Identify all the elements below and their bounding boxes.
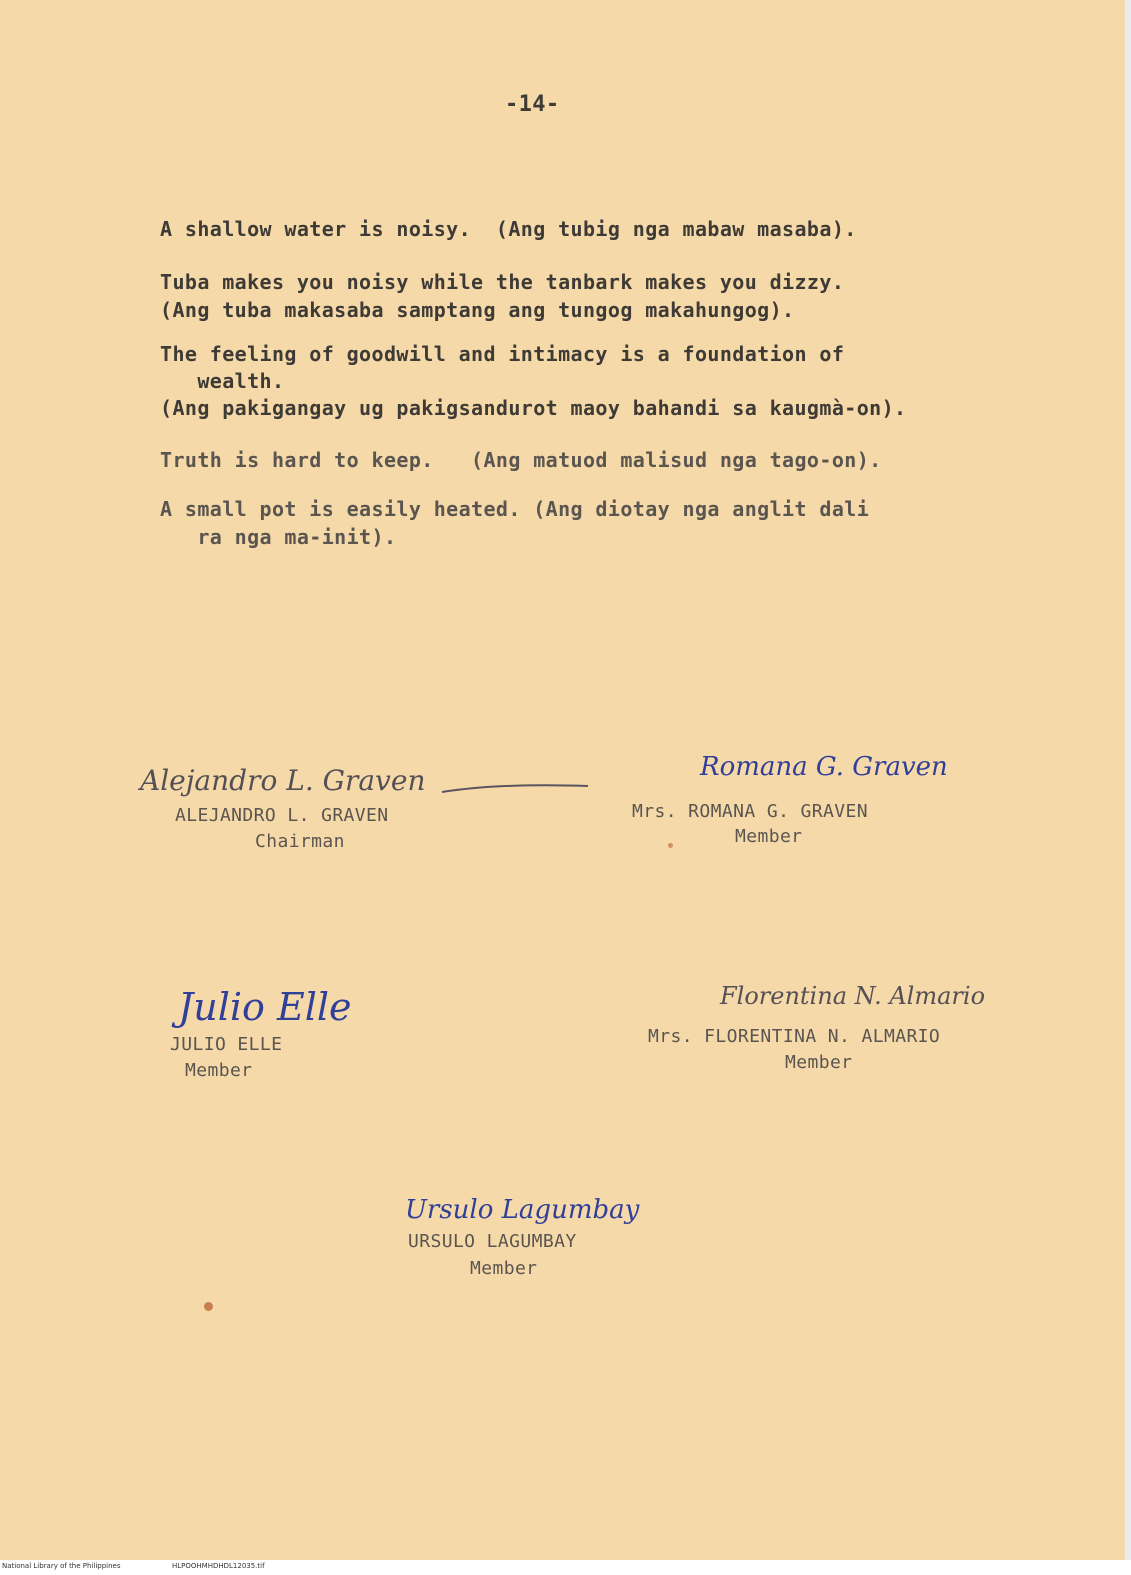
paper-stain — [668, 843, 673, 848]
proverb-line: A shallow water is noisy. (Ang tubig nga mabaw masaba). — [160, 217, 857, 241]
signatory-title: Member — [735, 826, 803, 847]
signature-ursulo: Ursulo Lagumbay — [405, 1195, 640, 1225]
signature-florentina: Florentina N. Almario — [720, 982, 986, 1010]
proverb-line: The feeling of goodwill and intimacy is a foundation of — [160, 342, 845, 366]
signature-romana: Romana G. Graven — [700, 752, 948, 782]
signature-flourish — [440, 780, 590, 800]
scan-footer — [0, 1560, 1131, 1575]
signatory-title: Member — [470, 1258, 538, 1279]
proverb-translation: (Ang tuba makasaba samptang ang tungog makahungog). — [160, 298, 795, 322]
signatory-name: ALEJANDRO L. GRAVEN — [175, 805, 389, 826]
proverb-line: A small pot is easily heated. (Ang diotay nga anglit dali — [160, 497, 870, 521]
proverb-line: wealth. — [160, 369, 285, 393]
scan-edge — [1125, 0, 1131, 1560]
signature-alejandro: Alejandro L. Graven — [140, 764, 426, 797]
paper-stain — [204, 1302, 213, 1311]
page-number: -14- — [505, 92, 560, 117]
signatory-name: Mrs. FLORENTINA N. ALMARIO — [648, 1026, 941, 1047]
footer-filename: HLPOOHMHDHDL12035.tif — [172, 1562, 265, 1570]
signature-julio: Julio Elle — [178, 985, 352, 1029]
proverb-translation: (Ang pakigangay ug pakigsandurot maoy bahandi sa kaugmà-on). — [160, 396, 907, 420]
signatory-title: Member — [185, 1060, 253, 1081]
proverb-line: Tuba makes you noisy while the tanbark makes you dizzy. — [160, 270, 845, 294]
signatory-name: URSULO LAGUMBAY — [408, 1231, 577, 1252]
footer-library: National Library of the Philippines — [2, 1562, 121, 1570]
proverb-translation: ra nga ma-init). — [160, 525, 397, 549]
signatory-name: JULIO ELLE — [170, 1034, 283, 1055]
signatory-name: Mrs. ROMANA G. GRAVEN — [632, 801, 868, 822]
signatory-title: Member — [785, 1052, 853, 1073]
proverb-line: Truth is hard to keep. (Ang matuod malisud nga tago-on). — [160, 448, 882, 472]
signatory-title: Chairman — [255, 831, 345, 852]
